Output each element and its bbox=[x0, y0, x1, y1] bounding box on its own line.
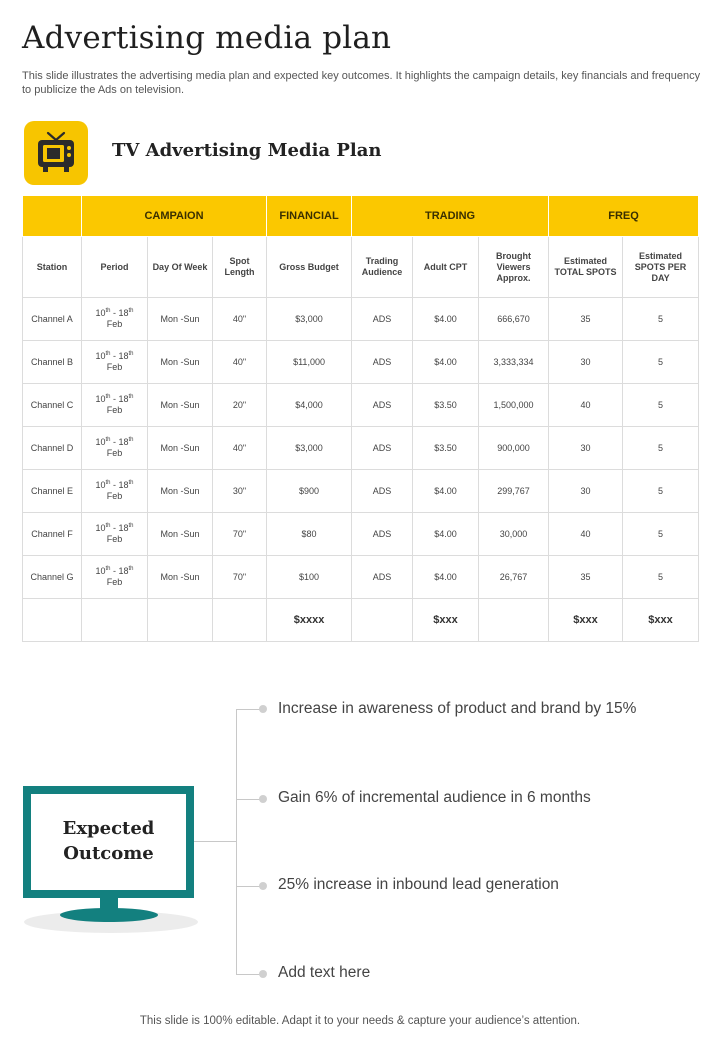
spot-length-cell: 70" bbox=[213, 513, 267, 556]
total-spots-cell: 30 bbox=[549, 470, 623, 513]
column-header: Brought Viewers Approx. bbox=[479, 237, 549, 298]
spot-length-cell: 40" bbox=[213, 341, 267, 384]
period-month: Feb bbox=[106, 319, 123, 329]
total-spots-cell: 35 bbox=[549, 298, 623, 341]
column-header: Estimated TOTAL SPOTS bbox=[549, 237, 623, 298]
station-cell: Channel A bbox=[23, 298, 82, 341]
period-start: 10 bbox=[95, 394, 106, 404]
footer-note: This slide is 100% editable. Adapt it to your needs & capture your audience’s attention. bbox=[139, 1015, 581, 1027]
page-title: Advertising media plan bbox=[22, 20, 392, 56]
table-row bbox=[23, 384, 699, 427]
column-header: Adult CPT bbox=[413, 237, 479, 298]
total-spots-cell: 35 bbox=[549, 556, 623, 599]
bullet-dot bbox=[259, 705, 267, 713]
connector-line bbox=[193, 841, 236, 842]
audience-cell: ADS bbox=[352, 341, 413, 384]
viewers-cell: 3,333,334 bbox=[479, 341, 549, 384]
budget-cell: $3,000 bbox=[267, 427, 352, 470]
group-header: CAMPAION bbox=[82, 196, 267, 237]
media-plan-table bbox=[22, 195, 699, 642]
expected-outcome-label: Expected Outcome bbox=[62, 818, 155, 864]
period-start: 10 bbox=[95, 523, 106, 533]
bullet-dot bbox=[259, 970, 267, 978]
table-cell bbox=[82, 599, 148, 642]
ordinal-suffix: th bbox=[105, 308, 111, 314]
tv-icon bbox=[36, 131, 76, 175]
period-month: Feb bbox=[106, 448, 123, 458]
period-month: Feb bbox=[106, 362, 123, 372]
column-header-row bbox=[23, 237, 699, 298]
ordinal-suffix: th bbox=[105, 437, 111, 443]
period-month: Feb bbox=[106, 405, 123, 415]
column-header: Gross Budget bbox=[267, 237, 352, 298]
period-end: 18 bbox=[118, 566, 129, 576]
period-month: Feb bbox=[106, 577, 123, 587]
period-cell: 10th - 18th Feb bbox=[82, 556, 148, 599]
viewers-cell: 666,670 bbox=[479, 298, 549, 341]
outcome-item: Increase in awareness of product and brand by 15% bbox=[278, 700, 637, 717]
budget-cell: $11,000 bbox=[267, 341, 352, 384]
viewers-cell: 1,500,000 bbox=[479, 384, 549, 427]
table-cell bbox=[213, 599, 267, 642]
day-cell: Mon -Sun bbox=[148, 513, 213, 556]
ordinal-suffix: th bbox=[128, 351, 134, 357]
ordinal-suffix: th bbox=[105, 566, 111, 572]
group-header-row bbox=[23, 196, 699, 237]
cpt-cell: $4.00 bbox=[413, 470, 479, 513]
cpt-cell: $4.00 bbox=[413, 513, 479, 556]
table-row bbox=[23, 556, 699, 599]
period-end: 18 bbox=[118, 308, 129, 318]
spot-length-cell: 70" bbox=[213, 556, 267, 599]
column-header: Day Of Week bbox=[148, 237, 213, 298]
spot-length-cell: 30" bbox=[213, 470, 267, 513]
group-header: FREQ bbox=[549, 196, 699, 237]
ordinal-suffix: th bbox=[128, 394, 134, 400]
monitor-base bbox=[60, 908, 158, 922]
ordinal-suffix: th bbox=[128, 437, 134, 443]
group-header: TRADING bbox=[352, 196, 549, 237]
period-cell: 10th - 18th Feb bbox=[82, 470, 148, 513]
bullet-dot bbox=[259, 795, 267, 803]
group-header-blank bbox=[23, 196, 82, 237]
outcome-item: Add text here bbox=[278, 964, 371, 981]
column-header: Spot Length bbox=[213, 237, 267, 298]
spots-per-day-cell: 5 bbox=[623, 427, 699, 470]
table-body bbox=[23, 298, 699, 599]
viewers-cell: 900,000 bbox=[479, 427, 549, 470]
audience-cell: ADS bbox=[352, 427, 413, 470]
monitor-stand bbox=[100, 898, 118, 910]
ordinal-suffix: th bbox=[105, 351, 111, 357]
total-budget: $xxxx bbox=[267, 599, 352, 642]
column-header: Station bbox=[23, 237, 82, 298]
period-start: 10 bbox=[95, 308, 106, 318]
station-cell: Channel F bbox=[23, 513, 82, 556]
ordinal-suffix: th bbox=[128, 566, 134, 572]
section-title: TV Advertising Media Plan bbox=[112, 140, 382, 161]
spots-per-day-cell: 5 bbox=[623, 513, 699, 556]
spots-per-day-cell: 5 bbox=[623, 470, 699, 513]
cpt-cell: $3.50 bbox=[413, 384, 479, 427]
period-end: 18 bbox=[118, 351, 129, 361]
total-spots: $xxx bbox=[549, 599, 623, 642]
viewers-cell: 299,767 bbox=[479, 470, 549, 513]
spot-length-cell: 40" bbox=[213, 427, 267, 470]
station-cell: Channel G bbox=[23, 556, 82, 599]
table-cell bbox=[352, 599, 413, 642]
total-spots-cell: 30 bbox=[549, 341, 623, 384]
period-month: Feb bbox=[106, 534, 123, 544]
spot-length-cell: 20" bbox=[213, 384, 267, 427]
period-end: 18 bbox=[118, 480, 129, 490]
spots-per-day-cell: 5 bbox=[623, 298, 699, 341]
cpt-cell: $4.00 bbox=[413, 298, 479, 341]
outcome-item: Gain 6% of incremental audience in 6 months bbox=[278, 789, 591, 806]
cpt-cell: $4.00 bbox=[413, 556, 479, 599]
budget-cell: $900 bbox=[267, 470, 352, 513]
spots-per-day-cell: 5 bbox=[623, 384, 699, 427]
ordinal-suffix: th bbox=[105, 394, 111, 400]
audience-cell: ADS bbox=[352, 513, 413, 556]
audience-cell: ADS bbox=[352, 556, 413, 599]
ordinal-suffix: th bbox=[128, 523, 134, 529]
cpt-cell: $3.50 bbox=[413, 427, 479, 470]
period-cell: 10th - 18th Feb bbox=[82, 298, 148, 341]
day-cell: Mon -Sun bbox=[148, 470, 213, 513]
table-cell bbox=[479, 599, 549, 642]
connector-line bbox=[236, 709, 237, 974]
total-cpt: $xxx bbox=[413, 599, 479, 642]
column-header: Period bbox=[82, 237, 148, 298]
table-row bbox=[23, 298, 699, 341]
day-cell: Mon -Sun bbox=[148, 384, 213, 427]
table-row bbox=[23, 341, 699, 384]
period-start: 10 bbox=[95, 351, 106, 361]
ordinal-suffix: th bbox=[128, 480, 134, 486]
period-cell: 10th - 18th Feb bbox=[82, 427, 148, 470]
ordinal-suffix: th bbox=[128, 308, 134, 314]
ordinal-suffix: th bbox=[105, 523, 111, 529]
spots-per-day-cell: 5 bbox=[623, 556, 699, 599]
tv-badge bbox=[24, 121, 88, 185]
column-header: Estimated SPOTS PER DAY bbox=[623, 237, 699, 298]
total-spots-per-day: $xxx bbox=[623, 599, 699, 642]
outcome-item: 25% increase in inbound lead generation bbox=[278, 876, 559, 893]
budget-cell: $80 bbox=[267, 513, 352, 556]
station-cell: Channel E bbox=[23, 470, 82, 513]
table-row bbox=[23, 427, 699, 470]
spots-per-day-cell: 5 bbox=[623, 341, 699, 384]
viewers-cell: 26,767 bbox=[479, 556, 549, 599]
station-cell: Channel D bbox=[23, 427, 82, 470]
day-cell: Mon -Sun bbox=[148, 556, 213, 599]
spot-length-cell: 40" bbox=[213, 298, 267, 341]
column-header: Trading Audience bbox=[352, 237, 413, 298]
period-end: 18 bbox=[118, 394, 129, 404]
table-row bbox=[23, 513, 699, 556]
period-start: 10 bbox=[95, 566, 106, 576]
table-cell bbox=[148, 599, 213, 642]
audience-cell: ADS bbox=[352, 470, 413, 513]
day-cell: Mon -Sun bbox=[148, 427, 213, 470]
period-end: 18 bbox=[118, 437, 129, 447]
bullet-dot bbox=[259, 882, 267, 890]
table-row bbox=[23, 470, 699, 513]
period-month: Feb bbox=[106, 491, 123, 501]
period-cell: 10th - 18th Feb bbox=[82, 384, 148, 427]
totals-row bbox=[23, 599, 699, 642]
period-start: 10 bbox=[95, 437, 106, 447]
day-cell: Mon -Sun bbox=[148, 341, 213, 384]
audience-cell: ADS bbox=[352, 384, 413, 427]
group-header: FINANCIAL bbox=[267, 196, 352, 237]
period-start: 10 bbox=[95, 480, 106, 490]
table-cell bbox=[23, 599, 82, 642]
page-subtitle: This slide illustrates the advertising media plan and expected key outcomes. It highlights the campaign details, key financials and frequency to publicize the Ads on television. bbox=[22, 70, 701, 96]
budget-cell: $4,000 bbox=[267, 384, 352, 427]
station-cell: Channel B bbox=[23, 341, 82, 384]
day-cell: Mon -Sun bbox=[148, 298, 213, 341]
period-end: 18 bbox=[118, 523, 129, 533]
total-spots-cell: 30 bbox=[549, 427, 623, 470]
audience-cell: ADS bbox=[352, 298, 413, 341]
total-spots-cell: 40 bbox=[549, 513, 623, 556]
budget-cell: $100 bbox=[267, 556, 352, 599]
budget-cell: $3,000 bbox=[267, 298, 352, 341]
cpt-cell: $4.00 bbox=[413, 341, 479, 384]
station-cell: Channel C bbox=[23, 384, 82, 427]
total-spots-cell: 40 bbox=[549, 384, 623, 427]
viewers-cell: 30,000 bbox=[479, 513, 549, 556]
ordinal-suffix: th bbox=[105, 480, 111, 486]
period-cell: 10th - 18th Feb bbox=[82, 513, 148, 556]
period-cell: 10th - 18th Feb bbox=[82, 341, 148, 384]
